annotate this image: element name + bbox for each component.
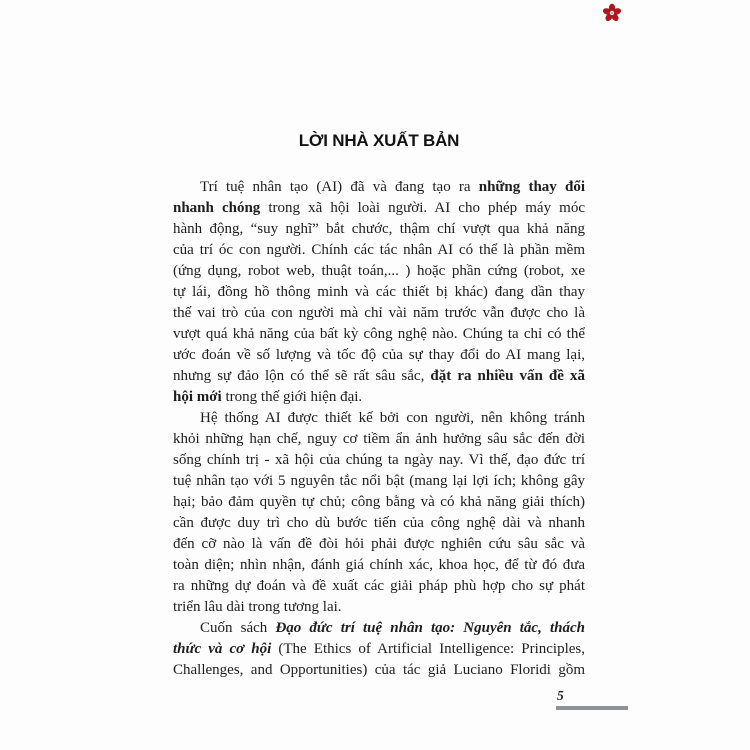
text-line	[173, 429, 585, 450]
text-run: tự lái, đồng hồ thông minh và các thiết bị khác) đang dần thay	[173, 284, 585, 300]
text-run: (ứng dụng, robot web, thuật toán,... ) hoặc phần cứng (robot, xe	[173, 263, 585, 279]
text-line	[173, 366, 585, 387]
page-title: LỜI NHÀ XUẤT BẢN	[298, 131, 460, 150]
text-run: triển lâu dài trong tương lai.	[173, 599, 342, 615]
body-text	[173, 177, 585, 681]
text-line	[173, 177, 585, 198]
paragraph	[173, 177, 585, 408]
text-run: trong xã hội loài người. AI cho phép máy móc	[260, 200, 585, 216]
text-run: khỏi những hạn chế, nguy cơ tiềm ẩn ảnh hưởng sâu sắc đến đời	[173, 431, 585, 447]
text-line	[173, 660, 585, 681]
page-number: 5	[557, 688, 564, 703]
text-line	[173, 198, 585, 219]
text-run: cần được duy trì cho dù bước tiến của công nghệ dài và nhanh	[173, 515, 585, 531]
text-run: những thay đổi	[478, 179, 585, 195]
text-run: Hệ thống AI được thiết kế bởi con người, nên không tránh	[200, 410, 585, 426]
text-run: hội mới	[173, 389, 222, 405]
text-run: ra những dự đoán và đề xuất các giải pháp phù hợp cho sự phát	[173, 578, 585, 594]
text-run: ước đoán về số lượng và tốc độ của sự thay đổi do AI mang lại,	[173, 347, 585, 363]
text-run: nhanh chóng	[173, 200, 261, 216]
text-run: trong thế giới hiện đại.	[221, 389, 363, 405]
text-run: toàn diện; nhìn nhận, đánh giá chính xác, khoa học, để từ đó đưa	[173, 557, 585, 573]
text-line	[173, 471, 585, 492]
text-run: Challenges, and Opportunities) của tác giả Luciano Floridi gồm	[173, 662, 585, 678]
text-run: (The Ethics of Artificial Intelligence: Principles,	[271, 641, 585, 657]
text-line	[173, 450, 585, 471]
text-line	[173, 408, 585, 429]
text-line	[173, 618, 585, 639]
text-line	[173, 345, 585, 366]
text-line	[173, 597, 585, 618]
text-line	[173, 387, 585, 408]
text-line	[173, 303, 585, 324]
text-run: đặt ra nhiều vấn đề xã	[430, 368, 585, 384]
text-run: thức và cơ hội	[173, 641, 272, 657]
text-run: của trí óc con người. Chính các tác nhân AI có thể là phần mềm	[173, 242, 585, 258]
text-line	[173, 324, 585, 345]
text-run: nhưng sự đảo lộn có thể sẽ rất sâu sắc,	[173, 368, 431, 384]
text-line	[173, 219, 585, 240]
text-run: vượt quá khả năng của bất kỳ công nghệ nào. Chúng ta chỉ có thể	[173, 326, 585, 342]
text-run: hại; bảo đảm quyền tự chủ; công bằng và có khả năng giải thích)	[173, 494, 585, 510]
text-run: hành động, “suy nghĩ” bắt chước, thậm chí vượt qua khả năng	[173, 221, 585, 237]
text-run: Cuốn sách	[200, 620, 276, 636]
text-line	[173, 240, 585, 261]
text-run: Trí tuệ nhân tạo (AI) đã và đang tạo ra	[200, 179, 479, 195]
text-line	[173, 513, 585, 534]
text-run: Đạo đức trí tuệ nhân tạo: Nguyên tắc, thách	[275, 620, 585, 636]
paragraph	[173, 408, 585, 618]
text-line	[173, 261, 585, 282]
text-line	[173, 492, 585, 513]
text-line	[173, 534, 585, 555]
paragraph	[173, 618, 585, 681]
publisher-flower-logo-icon	[602, 3, 622, 23]
text-run: sống chính trị - xã hội của chúng ta ngày nay. Vì thế, đạo đức trí	[173, 452, 585, 468]
page-number-rule	[556, 706, 628, 710]
text-line	[173, 576, 585, 597]
text-line	[173, 555, 585, 576]
text-line	[173, 282, 585, 303]
text-line	[173, 639, 585, 660]
text-run: đến cỡ nào là vấn đề đòi hỏi phải được nghiên cứu sâu sắc và	[173, 536, 585, 552]
text-run: thế vai trò của con người mà chỉ vài năm trước vẫn được cho là	[173, 305, 585, 321]
text-run: tuệ nhân tạo với 5 nguyên tắc nổi bật (mang lại lợi ích; không gây	[173, 473, 585, 489]
